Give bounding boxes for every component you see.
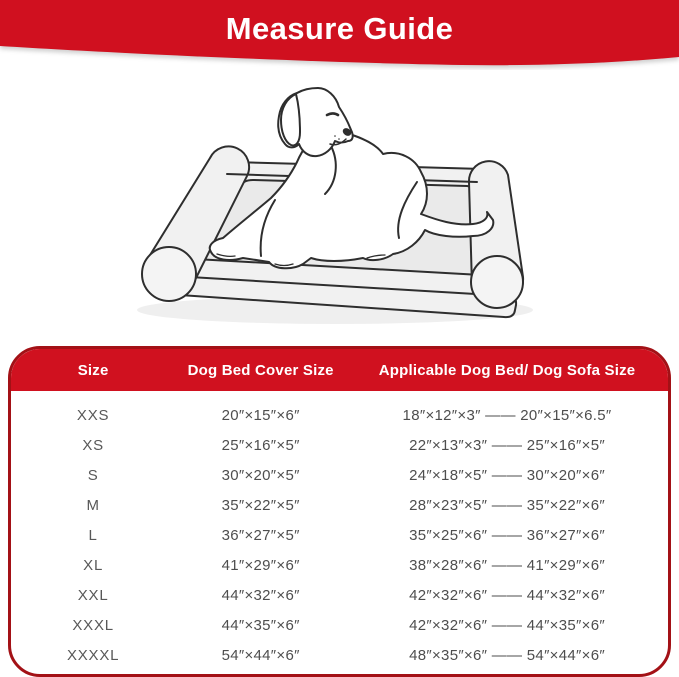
bed-right-bolster-end [471,256,523,308]
cover-size-cell: 35″×22″×5″ [221,496,300,514]
size-cell: XXS [76,406,110,424]
table-row [11,391,668,430]
cover-size-cell: 44″×32″×6″ [221,586,300,604]
applicable-size-cell: 18″×12″×3″ —— 20″×15″×6.5″ [402,406,612,424]
bed-left-bolster-end [142,247,196,301]
size-cell: XXXXL [66,646,120,664]
applicable-size-cell: 48″×35″×6″ —— 54″×44″×6″ [409,646,605,664]
table-row [11,550,668,580]
cover-size-cell: 54″×44″×6″ [221,646,300,664]
page-title: Measure Guide [225,11,454,46]
cover-size-cell: 25″×16″×5″ [221,436,300,454]
dog-whisker-dot [338,138,340,140]
size-cell: XS [82,436,104,454]
column-header-size: Size [11,349,175,391]
table-row [11,580,668,610]
banner [0,0,679,70]
size-cell: XL [83,556,104,574]
illustration-area [0,70,679,340]
applicable-size-cell: 35″×25″×6″ —— 36″×27″×6″ [409,526,605,544]
size-cell: S [87,466,99,484]
size-table-card [8,346,671,677]
applicable-size-cell: 42″×32″×6″ —— 44″×32″×6″ [409,586,605,604]
cover-size-cell: 36″×27″×5″ [221,526,300,544]
cover-size-cell: 41″×29″×6″ [221,556,300,574]
table-row [11,490,668,520]
size-cell: L [88,526,98,544]
size-cell: XXL [77,586,109,604]
applicable-size-cell: 28″×23″×5″ —— 35″×22″×6″ [409,496,605,514]
dog-bed-illustration [125,70,555,330]
table-row [11,460,668,490]
table-row [11,610,668,640]
table-row [11,640,668,674]
applicable-size-cell: 22″×13″×3″ —— 25″×16″×5″ [409,436,605,454]
size-table [11,349,668,674]
table-row [11,430,668,460]
cover-size-cell: 30″×20″×5″ [221,466,300,484]
size-cell: M [86,496,100,514]
applicable-size-cell: 38″×28″×6″ —— 41″×29″×6″ [409,556,605,574]
column-header-cover-size: Dog Bed Cover Size [175,349,346,391]
cover-size-cell: 20″×15″×6″ [221,406,300,424]
table-row [11,520,668,550]
size-table-body [11,391,668,674]
applicable-size-cell: 24″×18″×5″ —— 30″×20″×6″ [409,466,605,484]
column-header-applicable-size: Applicable Dog Bed/ Dog Sofa Size [346,349,668,391]
size-cell: XXXL [72,616,114,634]
applicable-size-cell: 42″×32″×6″ —— 44″×35″×6″ [409,616,605,634]
dog-whisker-dot [334,135,336,137]
size-table-header [11,349,668,391]
cover-size-cell: 44″×35″×6″ [221,616,300,634]
